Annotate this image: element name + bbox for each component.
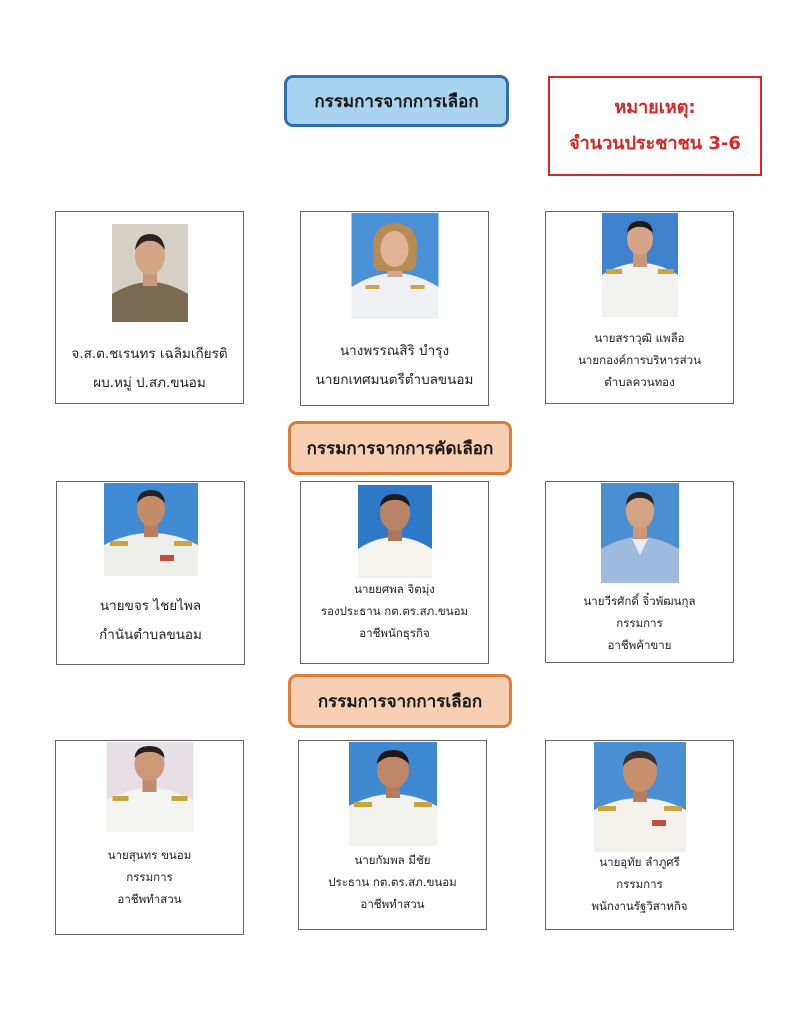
member-name: นายอุทัย ลำภูศรี <box>599 855 680 869</box>
member-position-2: ตำบลควนทอง <box>604 375 675 389</box>
member-occupation: อาชีพทำสวน <box>117 892 182 906</box>
member-position: รองประธาน กต.ตร.สภ.ขนอม <box>320 604 469 618</box>
member-card <box>298 740 487 930</box>
member-name: จ.ส.ต.ชเรนทร เฉลิมเกียรติ <box>71 346 228 362</box>
member-photo <box>349 742 437 846</box>
member-position: ผบ.หมู่ ป.สภ.ขนอม <box>93 375 206 391</box>
member-position: กรรมการ <box>616 616 663 630</box>
member-photo <box>112 224 188 322</box>
member-card <box>300 211 489 406</box>
section-header-elected-top <box>284 75 509 127</box>
member-card <box>545 740 734 930</box>
note-title: หมายเหตุ: <box>614 97 696 118</box>
member-card <box>300 481 489 664</box>
member-card <box>55 740 244 935</box>
member-caption <box>546 327 733 393</box>
member-caption <box>57 592 244 650</box>
member-position: ประธาน กต.ตร.สภ.ขนอม <box>328 875 457 889</box>
member-position-2: อาชีพนักธุรกิจ <box>359 626 430 640</box>
member-position: กรรมการ <box>616 877 663 891</box>
note-text: จำนวนประชาชน 3-6 <box>569 133 741 154</box>
section-header-label: กรรมการจากการเลือก <box>314 91 479 112</box>
member-caption <box>299 849 486 915</box>
member-name: นายขจร ไชยไพล <box>99 598 202 614</box>
member-photo <box>358 485 432 578</box>
member-occupation: พนักงานรัฐวิสาหกิจ <box>591 899 688 913</box>
section-header-selected <box>288 421 512 475</box>
section-header-label: กรรมการจากการเลือก <box>317 691 483 712</box>
member-photo <box>104 483 198 576</box>
note-box <box>548 76 762 176</box>
member-caption <box>301 337 488 395</box>
member-position: นายกเทศมนตรีตำบลขนอม <box>315 372 474 388</box>
member-occupation: อาชีพค้าขาย <box>607 638 672 652</box>
member-caption <box>56 844 243 910</box>
member-card <box>56 481 245 665</box>
member-caption <box>301 578 488 644</box>
member-name: นายสุนทร ขนอม <box>107 848 192 862</box>
member-card <box>545 211 734 404</box>
member-photo <box>601 483 679 583</box>
member-photo <box>602 213 678 317</box>
member-name: นายสราวุฒิ แพลือ <box>594 331 685 345</box>
member-photo <box>594 742 686 852</box>
member-photo <box>351 213 438 319</box>
member-caption <box>546 590 733 656</box>
member-name: นายกัมพล มีชัย <box>354 853 431 867</box>
member-position: นายกองค์การบริหารส่วน <box>578 353 701 367</box>
section-header-label: กรรมการจากการคัดเลือก <box>306 438 494 459</box>
member-name: นายวีรศักดิ์ จิ๋วพัฒนกุล <box>583 594 696 608</box>
member-position: กรรมการ <box>126 870 173 884</box>
member-position: กำนันตำบลขนอม <box>99 627 202 643</box>
member-name: นายยศพล จิตมุ่ง <box>354 582 435 596</box>
member-name: นางพรรณสิริ บำรุง <box>339 343 450 359</box>
member-caption <box>546 851 733 917</box>
member-card <box>55 211 244 404</box>
member-occupation: อาชีพทำสวน <box>360 897 425 911</box>
member-caption <box>56 340 243 398</box>
section-header-elected-bottom <box>288 674 512 728</box>
member-card <box>545 481 734 663</box>
member-photo <box>106 742 193 832</box>
